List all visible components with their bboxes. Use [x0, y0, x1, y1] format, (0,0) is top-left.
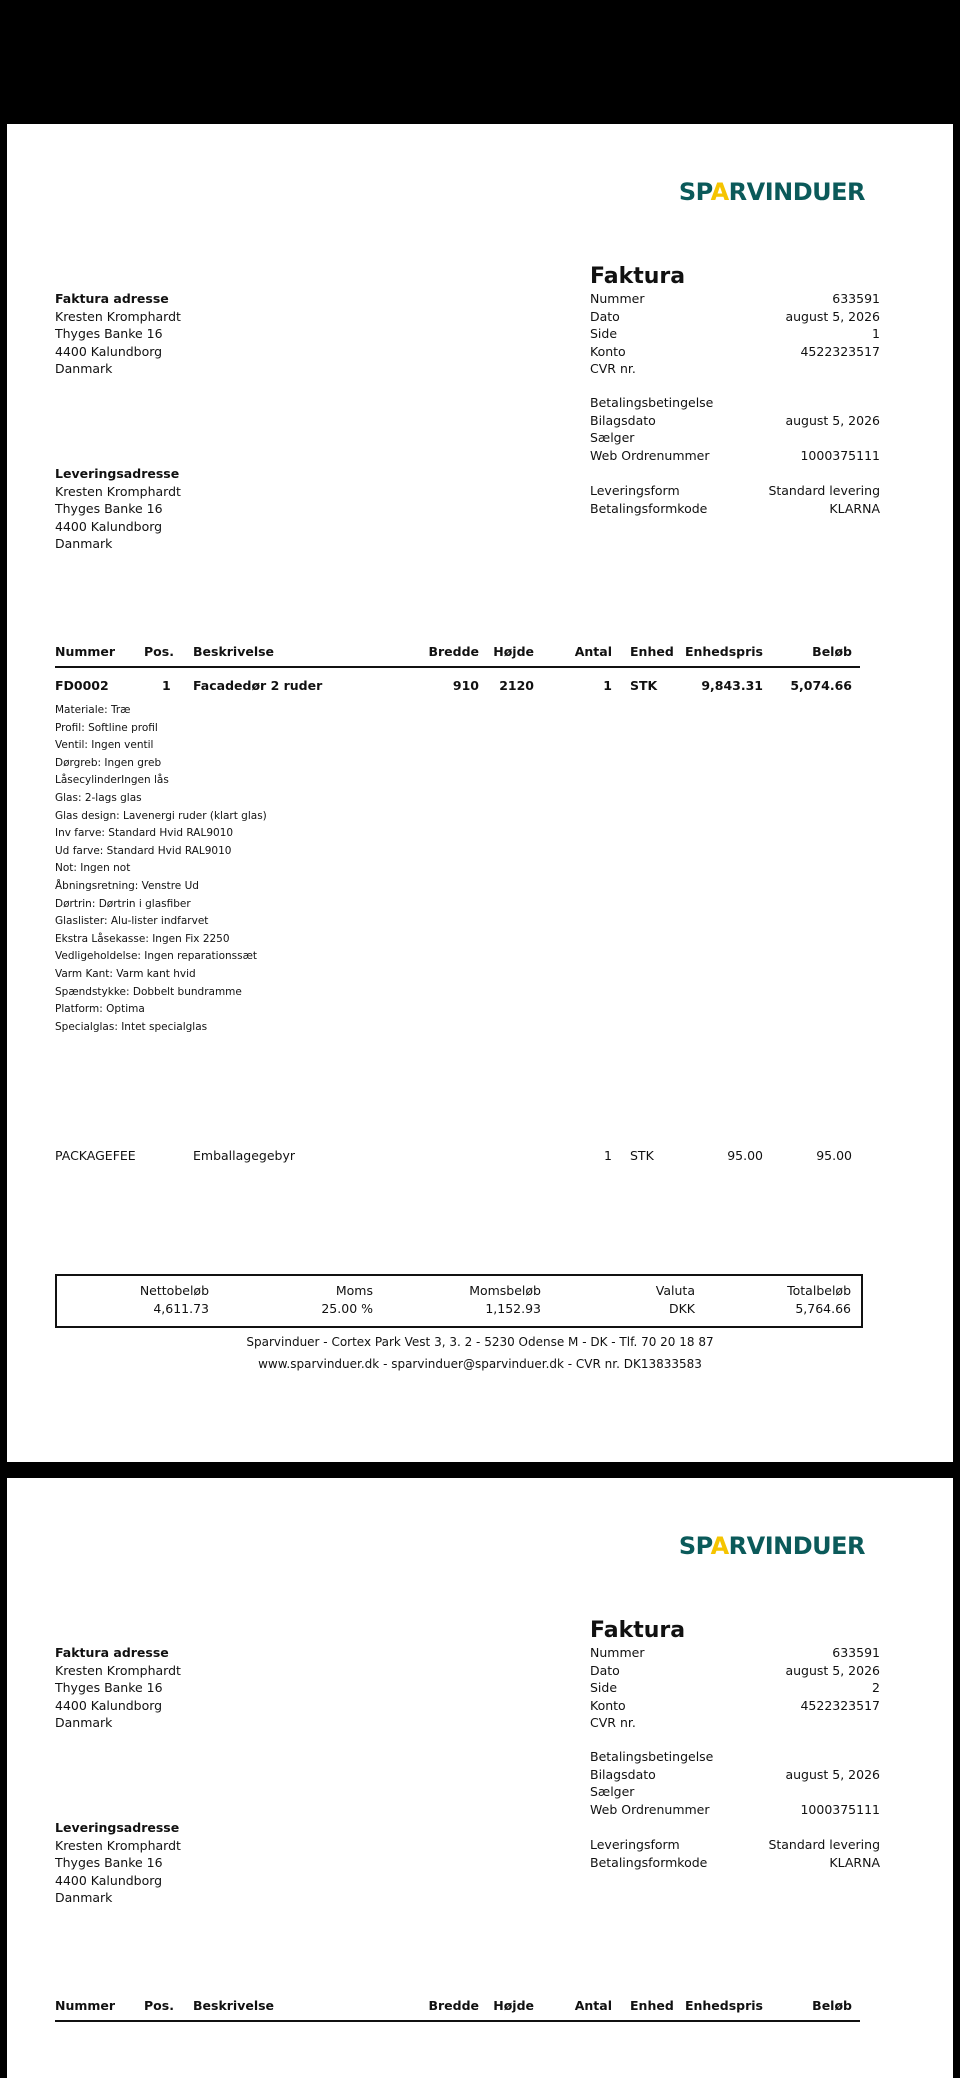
- sparvinduer-logo: SPARVINDUER: [678, 1532, 865, 1560]
- billing-address-heading: Faktura adresse: [55, 291, 169, 306]
- col-header-belob: Beløb: [812, 644, 852, 659]
- spec-line: Specialglas: Intet specialglas: [55, 1020, 208, 1033]
- info-row-web-ordrenummer: Web Ordrenummer 1000375111: [590, 447, 880, 463]
- table-row: [55, 678, 860, 698]
- invoice-title: Faktura: [590, 264, 686, 289]
- cell-belob: 95.00: [816, 1148, 852, 1163]
- col-header-antal: Antal: [574, 644, 612, 659]
- spec-line: Åbningsretning: Venstre Ud: [55, 879, 199, 892]
- company-footer: [7, 1331, 953, 1375]
- info-row-betalingsformkode: Betalingsformkode KLARNA: [590, 1854, 880, 1870]
- totals-value: 5,764.66: [795, 1301, 851, 1316]
- info-row-cvr: CVR nr.: [590, 361, 636, 376]
- info-row-web-ordrenummer: Web Ordrenummer 1000375111: [590, 1801, 880, 1817]
- info-row-cvr: CVR nr.: [590, 1715, 636, 1730]
- address-line: 4400 Kalundborg: [55, 343, 163, 359]
- totals-value: 1,152.93: [485, 1301, 541, 1316]
- address-line: Danmark: [55, 361, 113, 376]
- info-row-leveringsform: Leveringsform Standard levering: [590, 1837, 880, 1852]
- cell-nummer: FD0002: [55, 678, 109, 693]
- col-header-beskrivelse: Beskrivelse: [193, 644, 275, 659]
- invoice-title: Faktura: [590, 1618, 686, 1643]
- cell-pos: 1: [162, 678, 171, 693]
- info-row-konto: Konto 4522323517: [590, 1697, 880, 1713]
- cell-beskrivelse: Facadedør 2 ruder: [193, 678, 323, 693]
- info-row-side: Side 2: [590, 1680, 880, 1695]
- totals-label: Moms: [335, 1283, 373, 1298]
- shipping-address-heading: Leveringsadresse: [55, 466, 180, 481]
- info-row-side: Side 1: [590, 326, 880, 341]
- invoice-info-block: [590, 1644, 880, 1732]
- spec-line: LåsecylinderIngen lås: [55, 774, 169, 787]
- spec-line: Platform: Optima: [55, 1003, 145, 1016]
- cell-belob: 5,074.66: [790, 678, 852, 693]
- info-row-saelger: Sælger: [590, 1784, 635, 1799]
- info-row-betalingsformkode: Betalingsformkode KLARNA: [590, 500, 880, 516]
- totals-label: Valuta: [655, 1283, 695, 1298]
- invoice-delivery-block: [590, 482, 880, 517]
- invoice-payment-block: [590, 1748, 880, 1818]
- footer-contact: www.sparvinduer.dk - sparvinduer@sparvinduer.dk - CVR nr. DK13833583: [258, 1357, 702, 1371]
- address-line: Thyges Banke 16: [55, 326, 163, 341]
- info-row-leveringsform: Leveringsform Standard levering: [590, 483, 880, 498]
- totals-momsbelob: [469, 1282, 541, 1318]
- table-header: [55, 644, 860, 668]
- totals-nettobelob: [140, 1282, 209, 1318]
- spec-line: Profil: Softline profil: [55, 721, 158, 734]
- col-header-belob: Beløb: [812, 1998, 852, 2013]
- spec-line: Vedligeholdelse: Ingen reparationssæt: [55, 950, 258, 963]
- shipping-address: [55, 1819, 181, 1907]
- col-header-hojde: Højde: [493, 644, 534, 659]
- address-line: Danmark: [55, 536, 113, 551]
- info-row-konto: Konto 4522323517: [590, 343, 880, 359]
- sparvinduer-logo: SPARVINDUER: [678, 178, 865, 206]
- address-line: Kresten Kromphardt: [55, 308, 181, 324]
- col-header-bredde: Bredde: [428, 1998, 479, 2013]
- address-line: Danmark: [55, 1715, 113, 1730]
- table-row: [55, 1148, 860, 1168]
- invoice-page-2: [7, 1478, 953, 2078]
- cell-beskrivelse: Emballagegebyr: [193, 1148, 295, 1163]
- address-line: 4400 Kalundborg: [55, 1872, 163, 1888]
- invoice-info-block: [590, 290, 880, 378]
- spec-line: Not: Ingen not: [55, 862, 131, 875]
- spec-line: Glas: 2-lags glas: [55, 791, 142, 804]
- cell-enhed: STK: [630, 678, 658, 693]
- billing-address: [55, 290, 181, 378]
- info-row-nummer: Nummer 633591: [590, 1645, 880, 1660]
- info-row-dato: Dato august 5, 2026: [590, 308, 880, 324]
- info-row-nummer: Nummer 633591: [590, 291, 880, 306]
- address-line: Kresten Kromphardt: [55, 483, 181, 499]
- spec-line: Glaslister: Alu-lister indfarvet: [55, 915, 209, 928]
- col-header-pos: Pos.: [144, 644, 174, 659]
- totals-moms: [321, 1282, 373, 1318]
- cell-enhed: STK: [630, 1148, 654, 1163]
- totals-valuta: [656, 1282, 695, 1318]
- info-row-saelger: Sælger: [590, 430, 635, 445]
- spec-line: Varm Kant: Varm kant hvid: [55, 967, 196, 980]
- col-header-beskrivelse: Beskrivelse: [193, 1998, 275, 2013]
- spec-line: Inv farve: Standard Hvid RAL9010: [55, 827, 234, 840]
- spec-line: Spændstykke: Dobbelt bundramme: [55, 985, 242, 998]
- address-line: Thyges Banke 16: [55, 1680, 163, 1695]
- cell-nummer: PACKAGEFEE: [55, 1148, 136, 1163]
- info-row-bilagsdato: Bilagsdato august 5, 2026: [590, 412, 880, 428]
- col-header-nummer: Nummer: [55, 1998, 116, 2013]
- col-header-hojde: Højde: [493, 1998, 534, 2013]
- col-header-enhed: Enhed: [630, 1998, 674, 2013]
- col-header-antal: Antal: [574, 1998, 612, 2013]
- spec-line: Ekstra Låsekasse: Ingen Fix 2250: [55, 932, 230, 945]
- spec-line: Ventil: Ingen ventil: [55, 739, 154, 752]
- shipping-address: [55, 465, 181, 553]
- shipping-address-heading: Leveringsadresse: [55, 1820, 180, 1835]
- invoice-delivery-block: [590, 1836, 880, 1871]
- totals-label: Nettobeløb: [139, 1283, 209, 1298]
- footer-address: Sparvinduer - Cortex Park Vest 3, 3. 2 - 5230 Odense M - DK - Tlf. 70 20 18 87: [246, 1335, 714, 1349]
- invoice-payment-block: [590, 394, 880, 464]
- totals-totalbelob: [787, 1282, 851, 1318]
- totals-value: 25.00 %: [321, 1301, 373, 1316]
- cell-hojde: 2120: [499, 678, 534, 693]
- col-header-pos: Pos.: [144, 1998, 174, 2013]
- address-line: 4400 Kalundborg: [55, 518, 163, 534]
- address-line: Kresten Kromphardt: [55, 1662, 181, 1678]
- info-row-betalingsbetingelse: Betalingsbetingelse: [590, 1749, 714, 1764]
- cell-enhedspris: 95.00: [727, 1148, 763, 1163]
- invoice-page-1: [7, 124, 953, 1462]
- table-header: [55, 1998, 860, 2022]
- address-line: Kresten Kromphardt: [55, 1837, 181, 1853]
- billing-address-heading: Faktura adresse: [55, 1645, 169, 1660]
- info-row-betalingsbetingelse: Betalingsbetingelse: [590, 395, 714, 410]
- spec-line: Dørtrin: Dørtrin i glasfiber: [55, 897, 191, 910]
- cell-antal: 1: [604, 1148, 612, 1163]
- address-line: Thyges Banke 16: [55, 1855, 163, 1870]
- address-line: Danmark: [55, 1890, 113, 1905]
- address-line: Thyges Banke 16: [55, 501, 163, 516]
- totals-label: Momsbeløb: [469, 1283, 541, 1298]
- cell-enhedspris: 9,843.31: [701, 678, 763, 693]
- spec-line: Materiale: Træ: [55, 704, 131, 716]
- totals-box: [55, 1274, 863, 1328]
- item-specifications: [55, 702, 267, 1036]
- spec-line: Ud farve: Standard Hvid RAL9010: [55, 844, 232, 857]
- spec-line: Glas design: Lavenergi ruder (klart glas): [55, 809, 267, 822]
- col-header-enhedspris: Enhedspris: [684, 1998, 763, 2013]
- info-row-bilagsdato: Bilagsdato august 5, 2026: [590, 1766, 880, 1782]
- cell-bredde: 910: [452, 678, 479, 693]
- spec-line: Dørgreb: Ingen greb: [55, 756, 162, 769]
- info-row-dato: Dato august 5, 2026: [590, 1662, 880, 1678]
- totals-value: 4,611.73: [153, 1301, 209, 1316]
- address-line: 4400 Kalundborg: [55, 1697, 163, 1713]
- col-header-nummer: Nummer: [55, 644, 116, 659]
- col-header-enhedspris: Enhedspris: [684, 644, 763, 659]
- col-header-enhed: Enhed: [630, 644, 674, 659]
- totals-label: Totalbeløb: [787, 1283, 851, 1298]
- col-header-bredde: Bredde: [428, 644, 479, 659]
- cell-antal: 1: [603, 678, 612, 693]
- billing-address: [55, 1644, 181, 1732]
- totals-value: DKK: [668, 1301, 695, 1316]
